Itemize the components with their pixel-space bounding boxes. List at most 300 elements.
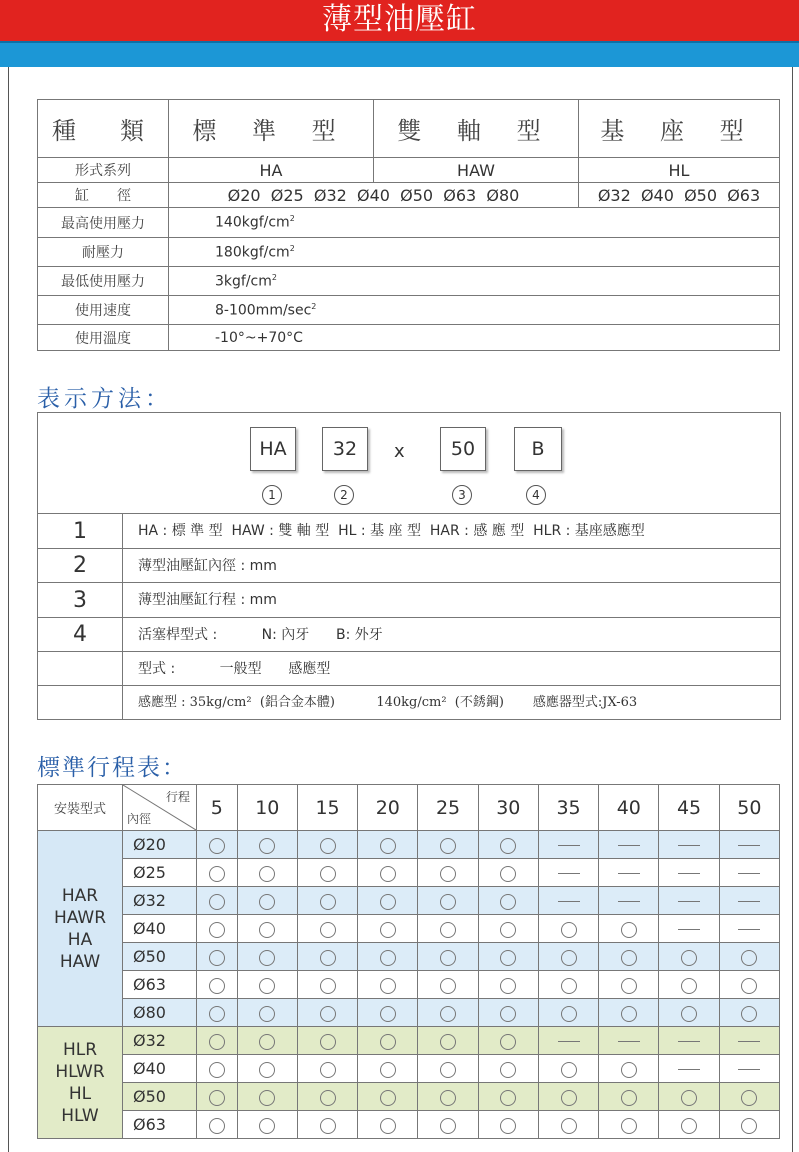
unavailable-mark: [659, 887, 719, 915]
available-mark: [478, 831, 538, 859]
available-mark: [297, 1055, 357, 1083]
dash-icon: [558, 845, 580, 846]
circle-icon: [500, 894, 516, 910]
unavailable-mark: [599, 887, 659, 915]
unavailable-mark: [599, 831, 659, 859]
spec-bore-row: [38, 183, 780, 208]
unavailable-mark: [599, 1027, 659, 1055]
available-mark: [358, 1055, 418, 1083]
notation-row: [38, 617, 780, 652]
available-mark: [358, 999, 418, 1027]
circle-icon: [259, 1034, 275, 1050]
dash-icon: [678, 929, 700, 930]
circle-icon: [380, 922, 396, 938]
mount-group-name: HAR: [61, 885, 99, 906]
available-mark: [297, 887, 357, 915]
circle-icon: [209, 866, 225, 882]
stroke-header-35: 35: [538, 785, 598, 831]
stroke-header-25: 25: [418, 785, 478, 831]
spec-bore-label: 缸 徑: [38, 183, 169, 208]
available-mark: [197, 971, 238, 999]
circle-icon: [561, 922, 577, 938]
available-mark: [478, 1083, 538, 1111]
available-mark: [237, 915, 297, 943]
circle-icon: [621, 978, 637, 994]
mount-group-name: HA: [67, 929, 93, 950]
available-mark: [599, 1055, 659, 1083]
code-bore-box: 32: [322, 427, 368, 471]
available-mark: [659, 971, 719, 999]
circle-icon: [561, 1006, 577, 1022]
dash-icon: [618, 901, 640, 902]
stroke-row: [38, 943, 780, 971]
available-mark: [599, 943, 659, 971]
header-stripe: [0, 41, 799, 67]
available-mark: [478, 859, 538, 887]
circle-icon: [621, 950, 637, 966]
available-mark: [237, 831, 297, 859]
available-mark: [197, 915, 238, 943]
notation-text: 型式 : 一般型 感應型: [138, 661, 331, 677]
circle-icon: [259, 1118, 275, 1134]
dash-icon: [678, 1069, 700, 1070]
available-mark: [237, 887, 297, 915]
available-mark: [358, 1027, 418, 1055]
available-mark: [599, 1083, 659, 1111]
page-title: 薄型油壓缸: [322, 2, 477, 37]
circle-icon: [681, 950, 697, 966]
notation-box: [37, 412, 781, 720]
unavailable-mark: [659, 859, 719, 887]
available-mark: [418, 943, 478, 971]
bore-cell: Ø63: [123, 1111, 197, 1139]
available-mark: [478, 943, 538, 971]
available-mark: [478, 1027, 538, 1055]
circle-icon: [380, 894, 396, 910]
available-mark: [358, 1083, 418, 1111]
circle-icon: [320, 1006, 336, 1022]
unavailable-mark: [538, 831, 598, 859]
available-mark: [719, 999, 779, 1027]
available-mark: [719, 971, 779, 999]
available-mark: [599, 971, 659, 999]
circle-icon: [621, 1006, 637, 1022]
circle-icon: [380, 1006, 396, 1022]
circle-icon: [209, 1090, 225, 1106]
stroke-row: [38, 831, 780, 859]
available-mark: [197, 831, 238, 859]
spec-row-label: 使用速度: [38, 296, 169, 325]
circle-icon: [500, 1006, 516, 1022]
available-mark: [358, 1111, 418, 1139]
notation-row: [38, 651, 780, 686]
circle-icon: [440, 838, 456, 854]
stroke-row: [38, 915, 780, 943]
stroke-row: [38, 999, 780, 1027]
circle-icon: [561, 1090, 577, 1106]
bore-cell: Ø50: [123, 943, 197, 971]
dash-icon: [618, 845, 640, 846]
circle-icon: [440, 950, 456, 966]
bore-corner-label: 內徑: [127, 812, 152, 826]
spec-value-sup: 2: [311, 301, 317, 311]
available-mark: [418, 1111, 478, 1139]
stroke-row: [38, 1111, 780, 1139]
available-mark: [418, 859, 478, 887]
available-mark: [197, 1111, 238, 1139]
dash-icon: [738, 1069, 760, 1070]
available-mark: [297, 915, 357, 943]
spec-value-text: 180kgf/cm: [215, 244, 290, 261]
spec-row: [38, 238, 780, 267]
available-mark: [297, 999, 357, 1027]
available-mark: [719, 1111, 779, 1139]
stroke-header-30: 30: [478, 785, 538, 831]
spec-value-sup: 2: [289, 243, 295, 253]
spec-row-label: 使用溫度: [38, 325, 169, 351]
marker-3: 3: [452, 485, 472, 505]
available-mark: [358, 943, 418, 971]
circle-icon: [681, 1090, 697, 1106]
circle-icon: [561, 1062, 577, 1078]
stroke-header-20: 20: [358, 785, 418, 831]
circle-icon: [380, 1090, 396, 1106]
spec-head-base: 基 座 型: [579, 100, 780, 158]
dash-icon: [738, 873, 760, 874]
spec-row-value: [169, 325, 780, 351]
available-mark: [659, 943, 719, 971]
available-mark: [719, 1083, 779, 1111]
stroke-head-row: [38, 785, 780, 831]
circle-icon: [320, 838, 336, 854]
available-mark: [478, 999, 538, 1027]
available-mark: [478, 915, 538, 943]
circle-icon: [320, 866, 336, 882]
stroke-body: [38, 831, 780, 1139]
circle-icon: [440, 1090, 456, 1106]
available-mark: [538, 971, 598, 999]
circle-icon: [500, 950, 516, 966]
available-mark: [599, 1111, 659, 1139]
unavailable-mark: [719, 1027, 779, 1055]
available-mark: [197, 943, 238, 971]
available-mark: [478, 971, 538, 999]
circle-icon: [259, 978, 275, 994]
spec-row: [38, 267, 780, 296]
spec-row-value: [169, 238, 780, 267]
mount-group-name: HL: [68, 1083, 92, 1104]
circle-icon: [209, 1062, 225, 1078]
stroke-row: [38, 1027, 780, 1055]
notation-row: [38, 582, 780, 618]
available-mark: [418, 887, 478, 915]
circle-icon: [741, 978, 757, 994]
available-mark: [197, 999, 238, 1027]
available-mark: [538, 943, 598, 971]
unavailable-mark: [538, 1027, 598, 1055]
circle-icon: [209, 838, 225, 854]
circle-icon: [440, 1062, 456, 1078]
dash-icon: [678, 1041, 700, 1042]
available-mark: [418, 1083, 478, 1111]
bore-cell: Ø20: [123, 831, 197, 859]
circle-icon: [320, 1034, 336, 1050]
circle-icon: [380, 1034, 396, 1050]
circle-icon: [320, 1118, 336, 1134]
circle-icon: [259, 866, 275, 882]
stroke-header-5: 5: [197, 785, 238, 831]
notation-num: [38, 652, 123, 686]
circle-icon: [440, 894, 456, 910]
stroke-title: 標準行程表：: [37, 755, 187, 781]
circle-icon: [440, 1034, 456, 1050]
circle-icon: [500, 922, 516, 938]
available-mark: [297, 831, 357, 859]
available-mark: [297, 971, 357, 999]
mount-group-name: HLR: [62, 1039, 98, 1060]
unavailable-mark: [659, 915, 719, 943]
dash-icon: [738, 1041, 760, 1042]
available-mark: [297, 1027, 357, 1055]
available-mark: [418, 971, 478, 999]
circle-icon: [320, 978, 336, 994]
mount-group: [38, 1027, 123, 1139]
spec-value-sup: 2: [289, 214, 295, 224]
circle-icon: [380, 1062, 396, 1078]
stroke-row: [38, 971, 780, 999]
circle-icon: [209, 922, 225, 938]
circle-icon: [500, 1062, 516, 1078]
spec-head-double: 雙 軸 型: [374, 100, 579, 158]
available-mark: [538, 1055, 598, 1083]
mount-group-name: HLW: [61, 1105, 99, 1126]
circle-icon: [440, 1006, 456, 1022]
bore-cell: Ø40: [123, 915, 197, 943]
notation-text: 薄型油壓缸行程 : mm: [138, 592, 277, 608]
stroke-table: [37, 784, 780, 1139]
available-mark: [599, 999, 659, 1027]
available-mark: [297, 1083, 357, 1111]
circle-icon: [440, 978, 456, 994]
mount-group-name: HLWR: [55, 1061, 105, 1082]
available-mark: [358, 831, 418, 859]
available-mark: [418, 999, 478, 1027]
available-mark: [197, 1027, 238, 1055]
notation-num: [38, 686, 123, 720]
available-mark: [538, 1083, 598, 1111]
available-mark: [358, 915, 418, 943]
unavailable-mark: [719, 887, 779, 915]
circle-icon: [259, 950, 275, 966]
spec-series-ha: HA: [169, 158, 374, 183]
unavailable-mark: [659, 1055, 719, 1083]
spec-series-row: [38, 158, 780, 183]
circle-icon: [320, 1062, 336, 1078]
available-mark: [478, 1055, 538, 1083]
circle-icon: [209, 950, 225, 966]
spec-row-label: 最高使用壓力: [38, 208, 169, 238]
notation-num: 4: [38, 618, 123, 652]
circle-icon: [320, 950, 336, 966]
available-mark: [358, 971, 418, 999]
dash-icon: [558, 901, 580, 902]
unavailable-mark: [719, 859, 779, 887]
notation-row: [38, 548, 780, 583]
circle-icon: [621, 1090, 637, 1106]
circle-icon: [209, 1034, 225, 1050]
circle-icon: [741, 1006, 757, 1022]
spec-series-label: 形式系列: [38, 158, 169, 183]
dash-icon: [618, 1041, 640, 1042]
spec-row: [38, 208, 780, 238]
spec-value-text: 8-100mm/sec: [215, 302, 312, 319]
stroke-row: [38, 859, 780, 887]
circle-icon: [380, 978, 396, 994]
circle-icon: [561, 950, 577, 966]
bore-cell: Ø80: [123, 999, 197, 1027]
notation-num: 2: [38, 549, 123, 583]
circle-icon: [259, 1090, 275, 1106]
available-mark: [538, 1111, 598, 1139]
notation-num: 1: [38, 514, 123, 549]
circle-icon: [209, 1006, 225, 1022]
bore-cell: Ø32: [123, 1027, 197, 1055]
circle-icon: [500, 1090, 516, 1106]
available-mark: [237, 1055, 297, 1083]
stroke-corner-label: 行程: [165, 790, 190, 804]
marker-2: 2: [334, 485, 354, 505]
spec-head-type: 種 類: [38, 100, 169, 158]
available-mark: [478, 887, 538, 915]
bore-cell: Ø25: [123, 859, 197, 887]
available-mark: [297, 1111, 357, 1139]
spec-value-text: 140kgf/cm: [215, 214, 290, 231]
spec-row-value: [169, 208, 780, 238]
circle-icon: [380, 1118, 396, 1134]
available-mark: [197, 1055, 238, 1083]
spec-row-label: 最低使用壓力: [38, 267, 169, 296]
spec-bore-standard: Ø20 Ø25 Ø32 Ø40 Ø50 Ø63 Ø80: [169, 183, 579, 208]
mount-type-header: 安裝型式: [38, 785, 123, 831]
circle-icon: [209, 978, 225, 994]
circle-icon: [440, 866, 456, 882]
circle-icon: [561, 978, 577, 994]
circle-icon: [500, 978, 516, 994]
spec-bore-hl: Ø32 Ø40 Ø50 Ø63: [579, 183, 780, 208]
available-mark: [358, 887, 418, 915]
notation-text: 薄型油壓缸內徑 : mm: [138, 558, 277, 574]
notation-row: [38, 685, 780, 720]
available-mark: [659, 999, 719, 1027]
circle-icon: [259, 922, 275, 938]
circle-icon: [259, 838, 275, 854]
notation-text: 感應型 : 35kg/cm² (鋁合金本體) 140kg/cm² (不銹鋼) 感應器型式:JX-63: [138, 695, 638, 710]
spec-row-value: [169, 296, 780, 325]
available-mark: [197, 859, 238, 887]
available-mark: [237, 859, 297, 887]
circle-icon: [259, 1062, 275, 1078]
unavailable-mark: [719, 915, 779, 943]
unavailable-mark: [659, 831, 719, 859]
unavailable-mark: [719, 831, 779, 859]
circle-icon: [741, 950, 757, 966]
available-mark: [599, 915, 659, 943]
notation-text: 活塞桿型式 : N: 內牙 B: 外牙: [138, 627, 383, 643]
circle-icon: [741, 1118, 757, 1134]
available-mark: [297, 943, 357, 971]
corner-cell: [123, 785, 197, 831]
spec-value-text: 3kgf/cm: [215, 273, 272, 290]
available-mark: [418, 1055, 478, 1083]
spec-row: [38, 325, 780, 351]
stroke-row: [38, 1083, 780, 1111]
available-mark: [478, 1111, 538, 1139]
available-mark: [719, 943, 779, 971]
circle-icon: [259, 1006, 275, 1022]
available-mark: [538, 999, 598, 1027]
circle-icon: [380, 838, 396, 854]
spec-value-sup: 2: [271, 272, 277, 282]
dash-icon: [738, 845, 760, 846]
circle-icon: [500, 1034, 516, 1050]
available-mark: [358, 859, 418, 887]
circle-icon: [380, 950, 396, 966]
unavailable-mark: [719, 1055, 779, 1083]
available-mark: [418, 915, 478, 943]
dash-icon: [738, 901, 760, 902]
circle-icon: [681, 978, 697, 994]
circle-icon: [561, 1118, 577, 1134]
circle-icon: [320, 922, 336, 938]
circle-icon: [440, 1118, 456, 1134]
notation-title: 表示方法：: [37, 386, 172, 412]
available-mark: [418, 831, 478, 859]
available-mark: [418, 1027, 478, 1055]
circle-icon: [209, 894, 225, 910]
available-mark: [237, 1083, 297, 1111]
mount-group: [38, 831, 123, 1027]
notation-num: 3: [38, 583, 123, 618]
unavailable-mark: [538, 859, 598, 887]
unavailable-mark: [538, 887, 598, 915]
marker-1: 1: [262, 485, 282, 505]
stroke-header-50: 50: [719, 785, 779, 831]
circle-icon: [621, 1062, 637, 1078]
spec-head-standard: 標 準 型: [169, 100, 374, 158]
circle-icon: [621, 922, 637, 938]
circle-icon: [500, 1118, 516, 1134]
dash-icon: [558, 1041, 580, 1042]
spec-series-haw: HAW: [374, 158, 579, 183]
code-stroke-box: 50: [440, 427, 486, 471]
spec-series-hl: HL: [579, 158, 780, 183]
code-series-box: HA: [250, 427, 296, 471]
spec-head-row: [38, 100, 780, 158]
circle-icon: [681, 1006, 697, 1022]
unavailable-mark: [659, 1027, 719, 1055]
circle-icon: [259, 894, 275, 910]
circle-icon: [500, 838, 516, 854]
circle-icon: [440, 922, 456, 938]
circle-icon: [209, 1118, 225, 1134]
available-mark: [538, 915, 598, 943]
available-mark: [297, 859, 357, 887]
circle-icon: [741, 1090, 757, 1106]
stroke-header-40: 40: [599, 785, 659, 831]
dash-icon: [618, 873, 640, 874]
spec-table: [37, 99, 780, 351]
stroke-header-15: 15: [297, 785, 357, 831]
